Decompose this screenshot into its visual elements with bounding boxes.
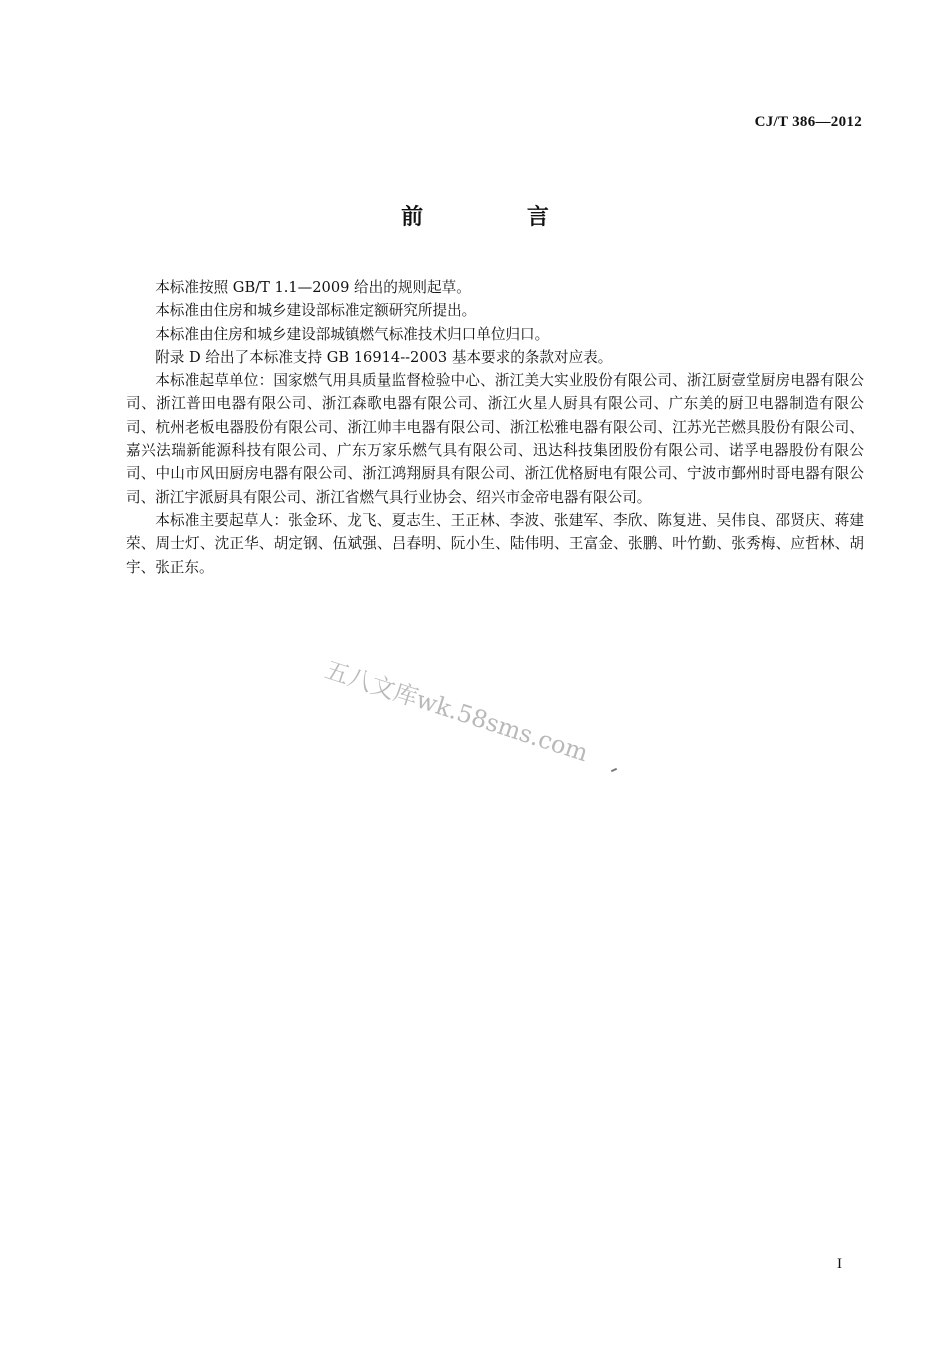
paragraph-proposer: 本标准由住房和城乡建设部标准定额研究所提出。	[155, 302, 477, 320]
paragraph-drafting-rules: 本标准按照 GB/T 1.1—2009 给出的规则起草。	[155, 279, 471, 296]
foreword-body	[126, 276, 864, 579]
scan-speck	[611, 768, 617, 772]
standard-code: CJ/T 386—2012	[754, 114, 862, 130]
watermark: 五八文库wk.58sms.com	[321, 655, 592, 768]
paragraph-drafters: 本标准主要起草人：张金环、龙飞、夏志生、王正林、李波、张建军、李欣、陈复进、吴伟良、邵贤庆、蒋建荣、周士灯、沈正华、胡定钢、伍斌强、吕春明、阮小生、陆伟明、王富金、张鹏、叶竹勤、张秀梅、应哲林、胡宇、张正东。	[126, 511, 864, 576]
paragraph-administrator: 本标准由住房和城乡建设部城镇燃气标准技术归口单位归口。	[155, 325, 550, 343]
paragraph-drafting-units: 本标准起草单位：国家燃气用具质量监督检验中心、浙江美大实业股份有限公司、浙江厨壹堂厨房电器有限公司、浙江普田电器有限公司、浙江森歌电器有限公司、浙江火星人厨具有限公司、广东美的厨卫电器制造有限公司、杭州老板电器股份有限公司、浙江帅丰电器有限公司、浙江松雅电器有限公司、江苏光芒燃具股份有限公司、嘉兴法瑞新能源科技有限公司、广东万家乐燃气具有限公司、迅达科技集团股份有限公司、诺孚电器股份有限公司、中山市风田厨房电器有限公司、浙江鸿翔厨具有限公司、浙江优格厨电有限公司、宁波市鄞州时哥电器有限公司、浙江宇派厨具有限公司、浙江省燃气具行业协会、绍兴市金帝电器有限公司。	[126, 372, 864, 506]
page-number: I	[837, 1256, 842, 1272]
paragraph-appendix-d: 附录 D 给出了本标准支持 GB 16914--2003 基本要求的条款对应表。	[155, 348, 613, 366]
page-title: 前 言	[401, 205, 597, 230]
